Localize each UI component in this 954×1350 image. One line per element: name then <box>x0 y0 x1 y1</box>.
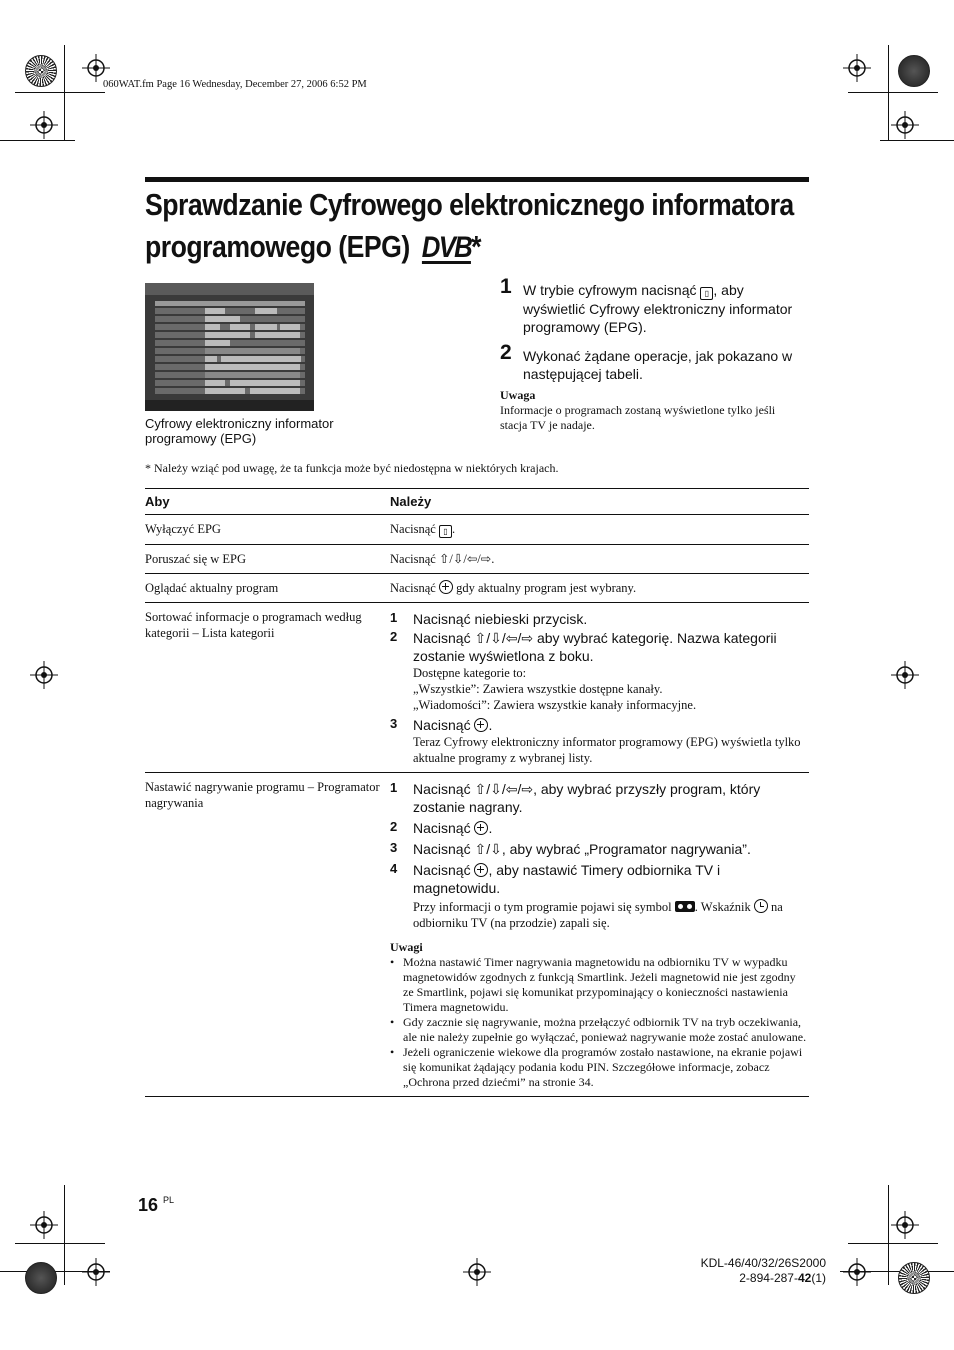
arrow-keys-icon: ⇧/⇩/⇦/⇨ <box>438 552 492 566</box>
footnote: * Należy wziąć pod uwagę, że ta funkcja może być niedostępna w niektórych krajach. <box>145 461 559 475</box>
step-number: 2 <box>500 341 512 364</box>
crop-mark <box>880 140 954 141</box>
arrow-keys-icon: ⇧/⇩/⇦/⇨ <box>474 630 534 646</box>
vcr-record-icon <box>675 901 695 912</box>
registration-mark-icon <box>30 1211 58 1239</box>
table-row: Wyłączyć EPG Nacisnąć ▯ . <box>145 515 809 545</box>
color-rosette-icon <box>25 1262 57 1294</box>
ok-button-icon <box>474 821 488 835</box>
title-line-2: programowego (EPG) DVB* <box>145 229 481 264</box>
dvb-logo-icon: DVB <box>421 231 472 264</box>
registration-mark-icon <box>843 1258 871 1286</box>
color-rosette-icon <box>898 55 930 87</box>
color-rosette-icon <box>25 55 57 87</box>
page-title <box>145 184 824 268</box>
crop-mark <box>888 1185 889 1285</box>
epg-screenshot <box>145 283 314 411</box>
crop-mark <box>15 1243 105 1244</box>
arrow-keys-icon: ⇧/⇩ <box>474 841 502 857</box>
title-rule <box>145 177 809 182</box>
step-text: Wykonać żądane operacje, jak pokazano w następującej tabeli. <box>523 348 793 382</box>
timer-indicator-icon <box>754 899 768 913</box>
step-number: 1 <box>500 275 512 298</box>
table-row: Sortować informacje o programach według kategorii – Lista kategorii 1 Nacisnąć niebieski przycisk. 2 Nacisnąć ⇧/⇩/⇦/⇨ aby wybrać kategorię. Nazwa kategorii zostanie wyświetlona z boku. Dostępne kategorie to: „Wszystkie”: Zawiera wszystkie dostępne kanały. „Wiadomości”: Zawiera wszystkie kanały informacyjne. 3 Nacisnąć . Teraz Cyfrowy elektroniczny informator programowy (EPG) wyświetla tylko aktualne programy z wybranej listy. <box>145 603 809 773</box>
crop-mark <box>848 1243 938 1244</box>
crop-mark <box>0 140 75 141</box>
table-header: Aby <box>145 489 390 515</box>
ok-button-icon <box>474 718 488 732</box>
color-rosette-icon <box>898 1262 930 1294</box>
file-header-meta: 060WAT.fm Page 16 Wednesday, December 27, 2006 6:52 PM <box>103 79 367 90</box>
registration-mark-icon <box>463 1258 491 1286</box>
ok-button-icon <box>474 863 488 877</box>
registration-mark-icon <box>82 1258 110 1286</box>
note-heading: Uwaga <box>500 388 536 402</box>
ok-button-icon <box>439 580 453 594</box>
page-number: 16 $^{PL}$ <box>138 1195 175 1215</box>
table-row: Nastawić nagrywanie programu – Programator nagrywania 1 Nacisnąć ⇧/⇩/⇦/⇨, aby wybrać przyszły program, który zostanie nagrany. 2 Nacisnąć . 3 Nacisnąć ⇧/⇩, aby wybrać „Programator nagrywania”. 4 Nacisnąć , aby nastawić Timery odbiornika TV i magnetowidu. Przy informacji o tym programie pojawi się symbol . Wskaźnik na odbiorniku TV (na przodzie) zapali się. Uwagi • Można nastawić Timer nagrywania magnetowidu na odbiorniku TV w wypadku magnetowidów zgodnych z funkcją Smartlink. Jeżeli magnetowid nie jest zgodny ze Smartlink, pojawi się komunikat przypominający o konieczności nastawienia Timera magnetowidu. • Gdy zacznie się nagrywanie, można przełączyć odbiornik TV na tryb oczekiwania, ale nie należy zupełnie go wyłączać, ponieważ nagrywanie może zostać anulowane. • Jeżeli ograniczenie wiekowe dla programów zostało nastawione, na ekranie pojawi się komunikat żądający podania kodu PIN. Szczegółowe informacje, zobacz „Ochrona przed dziećmi” na stronie 34. <box>145 773 809 1097</box>
registration-mark-icon <box>891 1211 919 1239</box>
note-text: Informacje o programach zostaną wyświetlone tylko jeśli stacja TV je nadaje. <box>500 403 776 432</box>
table-header: Należy <box>390 489 809 515</box>
operations-table <box>145 488 809 1097</box>
arrow-keys-icon: ⇧/⇩/⇦/⇨ <box>474 781 534 797</box>
crop-mark <box>64 1185 65 1285</box>
crop-mark <box>848 92 938 93</box>
guide-icon: ▯ <box>700 287 713 300</box>
registration-mark-icon <box>82 54 110 82</box>
crop-mark <box>15 92 105 93</box>
registration-mark-icon <box>891 661 919 689</box>
title-line-1: Sprawdzanie Cyfrowego elektronicznego informatora <box>145 187 794 222</box>
registration-mark-icon <box>891 111 919 139</box>
guide-icon: ▯ <box>439 525 452 538</box>
table-row: Oglądać aktualny program Nacisnąć gdy aktualny program jest wybrany. <box>145 574 809 603</box>
model-info: KDL-46/40/32/26S2000 2-894-287-42(1) <box>700 1256 826 1285</box>
registration-mark-icon <box>30 661 58 689</box>
table-row: Poruszać się w EPG Nacisnąć ⇧/⇩/⇦/⇨. <box>145 545 809 574</box>
notes-heading: Uwagi <box>390 940 423 954</box>
step-text: W trybie cyfrowym nacisnąć ▯ , aby wyświetlić Cyfrowy elektroniczny informator programowy (EPG). <box>523 282 793 335</box>
registration-mark-icon <box>30 111 58 139</box>
registration-mark-icon <box>843 54 871 82</box>
epg-caption: Cyfrowy elektroniczny informator programowy (EPG) <box>145 416 334 446</box>
